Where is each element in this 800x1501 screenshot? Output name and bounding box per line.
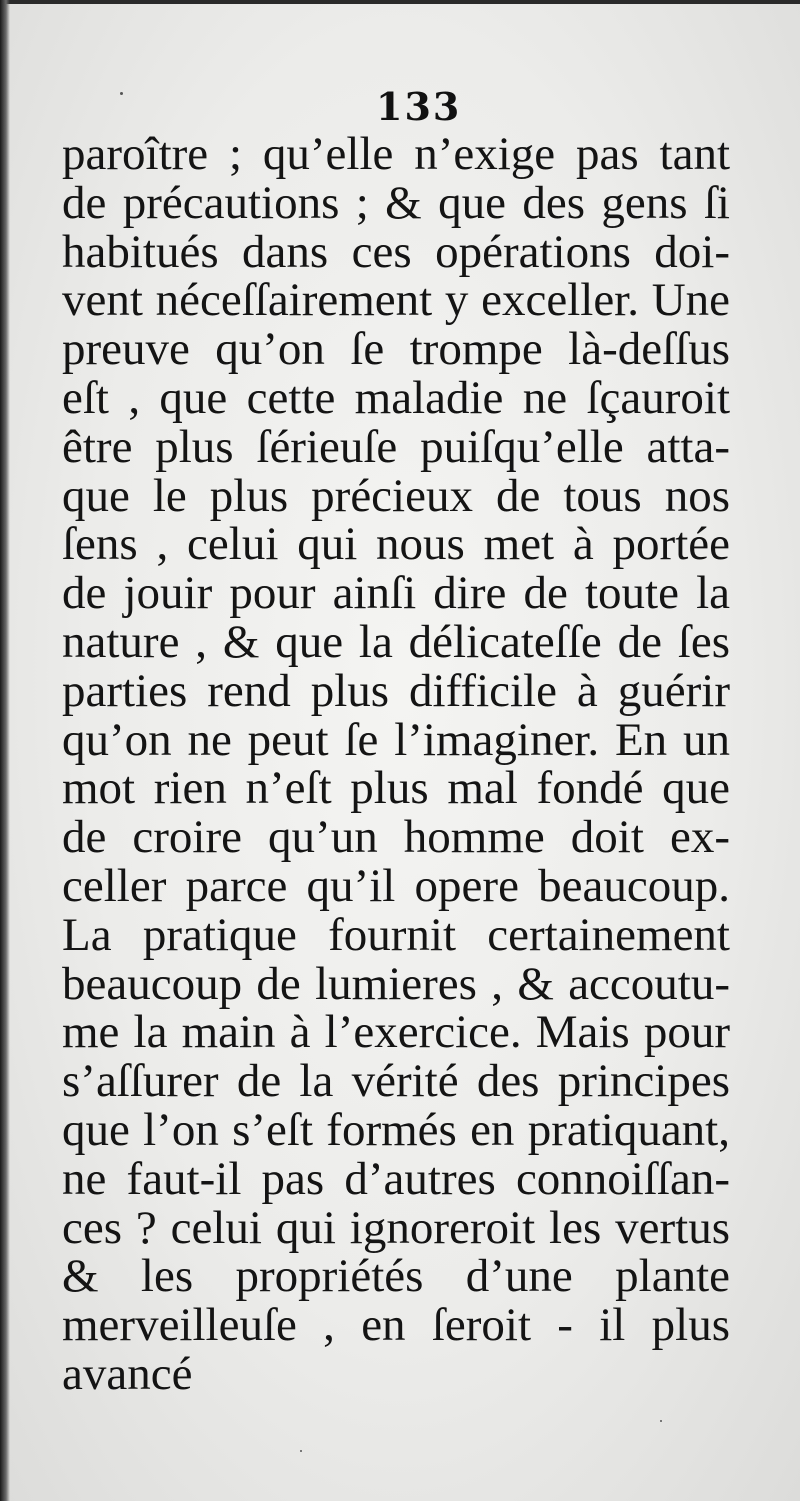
text-line-12: parties rend plus difficile à guérir (62, 664, 730, 717)
text-line-5: preuve qu’on ſe trompe là-deſſus (62, 323, 730, 376)
body-text (62, 130, 730, 1399)
paper-speck (120, 92, 123, 95)
text-line-16: celler parce qu’il opere beaucoup. (62, 859, 730, 912)
text-line-20: s’aſſurer de la vérité des principes (62, 1055, 730, 1108)
text-line-9: ſens , celui qui nous met à portée (62, 518, 730, 571)
text-line-7: être plus ſérieuſe puiſqu’elle atta- (62, 420, 730, 473)
text-line-24: & les propriétés d’une plante merveilleuſe , en ſeroit - il plus avancé (62, 1250, 730, 1400)
text-line-2: de précautions ; & que des gens ſi (62, 176, 730, 229)
text-line-3: habitués dans ces opérations doi- (62, 225, 730, 278)
page-number: 133 (376, 84, 462, 129)
text-line-1: paroître ; qu’elle n’exige pas tant (62, 128, 730, 180)
text-line-14: mot rien n’eſt plus mal fondé que (62, 762, 730, 815)
text-line-15: de croire qu’un homme doit ex- (62, 811, 730, 864)
text-line-21: que l’on s’eſt formés en pratiquant, (62, 1103, 730, 1156)
page-gutter-shadow (0, 0, 10, 1501)
text-line-19: me la main à l’exercice. Mais pour (62, 1006, 730, 1059)
paper-speck (300, 1450, 302, 1452)
text-line-11: nature , & que la délicateſſe de ſes (62, 615, 730, 668)
text-line-13: qu’on ne peut ſe l’imaginer. En un (62, 713, 730, 766)
text-line-23: ces ? celui qui ignoreroit les vertus (62, 1201, 730, 1254)
text-line-22: ne faut-il pas d’autres connoiſſan- (62, 1152, 730, 1205)
text-line-10: de jouir pour ainſi dire de toute la (62, 567, 730, 620)
paper-speck (660, 1420, 662, 1422)
text-line-18: beaucoup de lumieres , & accoutu- (62, 957, 730, 1010)
text-line-8: que le plus précieux de tous nos (62, 469, 730, 522)
scan-top-edge (0, 0, 800, 4)
text-line-17: La pratique fournit certainement (62, 908, 730, 961)
text-line-4: vent néceſſairement y exceller. Une (62, 274, 730, 327)
text-line-6: eſt , que cette maladie ne ſçauroit (62, 371, 730, 424)
